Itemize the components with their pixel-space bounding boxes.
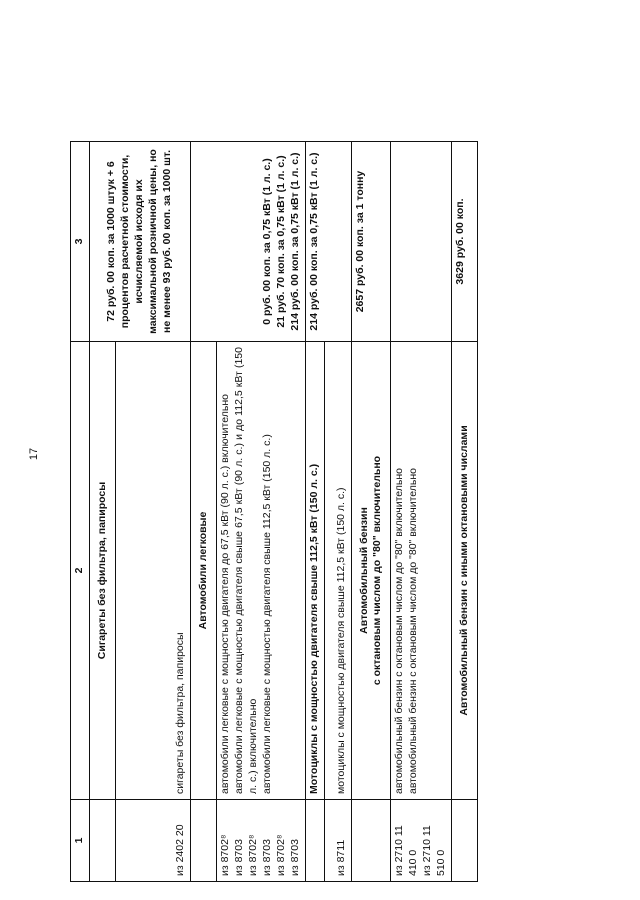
cars-item-2: автомобили легковые с мощностью двигателя свыше 67,5 кВт (90 л. с.) и до 112,5 кВт (150 л. с.) включительно: [232, 347, 259, 794]
motorcycles-code: из 8711: [324, 800, 351, 882]
cars-rates: [190, 142, 305, 342]
cars-rate-2: 21 руб. 70 коп. за 0,75 кВт (1 л. с.): [274, 155, 287, 328]
gasoline80-heading-code: [351, 800, 391, 882]
gasoline80-item-1: автомобильный бензин с октановым числом до "80" включительно: [393, 467, 406, 794]
cars-codes: [216, 800, 305, 882]
cars-heading: Автомобили легковые: [190, 342, 216, 800]
cigarettes-description: сигареты без фильтра, папиросы: [115, 342, 190, 800]
column-number-1: 1: [71, 800, 90, 882]
cars-code-4: из 8703: [260, 839, 273, 876]
column-number-3: 3: [71, 142, 90, 342]
gasoline-other-rate: 3629 руб. 00 коп.: [452, 142, 478, 342]
cigarettes-heading-code: [89, 800, 115, 882]
gasoline-other-code: [452, 800, 478, 882]
rotated-table-sheet: [70, 142, 560, 882]
gasoline80-codes: [391, 800, 452, 882]
column-number-2: 2: [71, 342, 90, 800]
gasoline80-items-row: [391, 142, 452, 882]
gasoline80-items-rate: [391, 142, 452, 342]
motorcycles-heading-row: [305, 142, 324, 882]
cigarettes-heading: Сигареты без фильтра, папиросы: [89, 342, 115, 800]
cars-heading-code: [190, 800, 216, 882]
motorcycles-rate: 214 руб. 00 коп. за 0,75 кВт (1 л. с.): [305, 142, 351, 342]
page-number: 17: [28, 447, 41, 461]
motorcycles-description: мотоциклы с мощностью двигателя свыше 112,5 кВт (150 л. с.): [324, 342, 351, 800]
gasoline80-heading-line2: с октановым числом до "80" включительно: [371, 455, 384, 686]
cars-items: [216, 342, 305, 800]
cars-heading-row: [190, 142, 216, 882]
cigarettes-heading-row: [89, 142, 115, 882]
cigarettes-code: из 2402 20: [115, 800, 190, 882]
cars-rate-3: 214 руб. 00 коп. за 0,75 кВт (1 л. с.): [288, 152, 301, 331]
gasoline80-code-2: из 2710 11 510 0: [421, 825, 448, 876]
excise-rates-table: [70, 141, 478, 882]
gasoline-other-heading: Автомобильный бензин с иными октановыми числами: [452, 342, 478, 800]
cars-code-2: из 8703: [232, 839, 245, 876]
gasoline80-items: [391, 342, 452, 800]
cars-code-5: из 8702⁸: [274, 834, 287, 876]
cigarettes-rate: 72 руб. 00 коп. за 1000 штук + 6 процентов расчетной стоимости, исчисляемой исходя их максимальной розничной цены, но не менее 93 руб. 00 коп. за 1000 шт.: [89, 142, 190, 342]
cars-code-3: из 8702⁸: [246, 834, 259, 876]
motorcycles-heading-code: [305, 800, 324, 882]
gasoline80-item-2: автомобильный бензин с октановым числом до "80" включительно: [407, 467, 420, 794]
cars-rate-1: 0 руб. 00 коп. за 0,75 кВт (1 л. с.): [260, 158, 273, 325]
gasoline80-heading-row: [351, 142, 391, 882]
cars-item-3: автомобили легковые с мощностью двигателя свыше 112,5 кВт (150 л. с.): [260, 434, 273, 794]
cars-code-1: из 8702⁸: [218, 834, 231, 876]
gasoline80-code-1: из 2710 11 410 0: [393, 825, 420, 876]
column-number-row: [71, 142, 90, 882]
cars-item-1: автомобили легковые с мощностью двигателя до 67,5 кВт (90 л. с.) включительно: [218, 394, 231, 794]
gasoline80-heading: [351, 342, 391, 800]
motorcycles-heading: Мотоциклы с мощностью двигателя свыше 112,5 кВт (150 л. с.): [305, 342, 324, 800]
cars-code-6: из 8703: [288, 839, 301, 876]
gasoline-other-row: [452, 142, 478, 882]
gasoline80-rate: 2657 руб. 00 коп. за 1 тонну: [351, 142, 391, 342]
gasoline80-heading-line1: Автомобильный бензин: [357, 507, 370, 634]
